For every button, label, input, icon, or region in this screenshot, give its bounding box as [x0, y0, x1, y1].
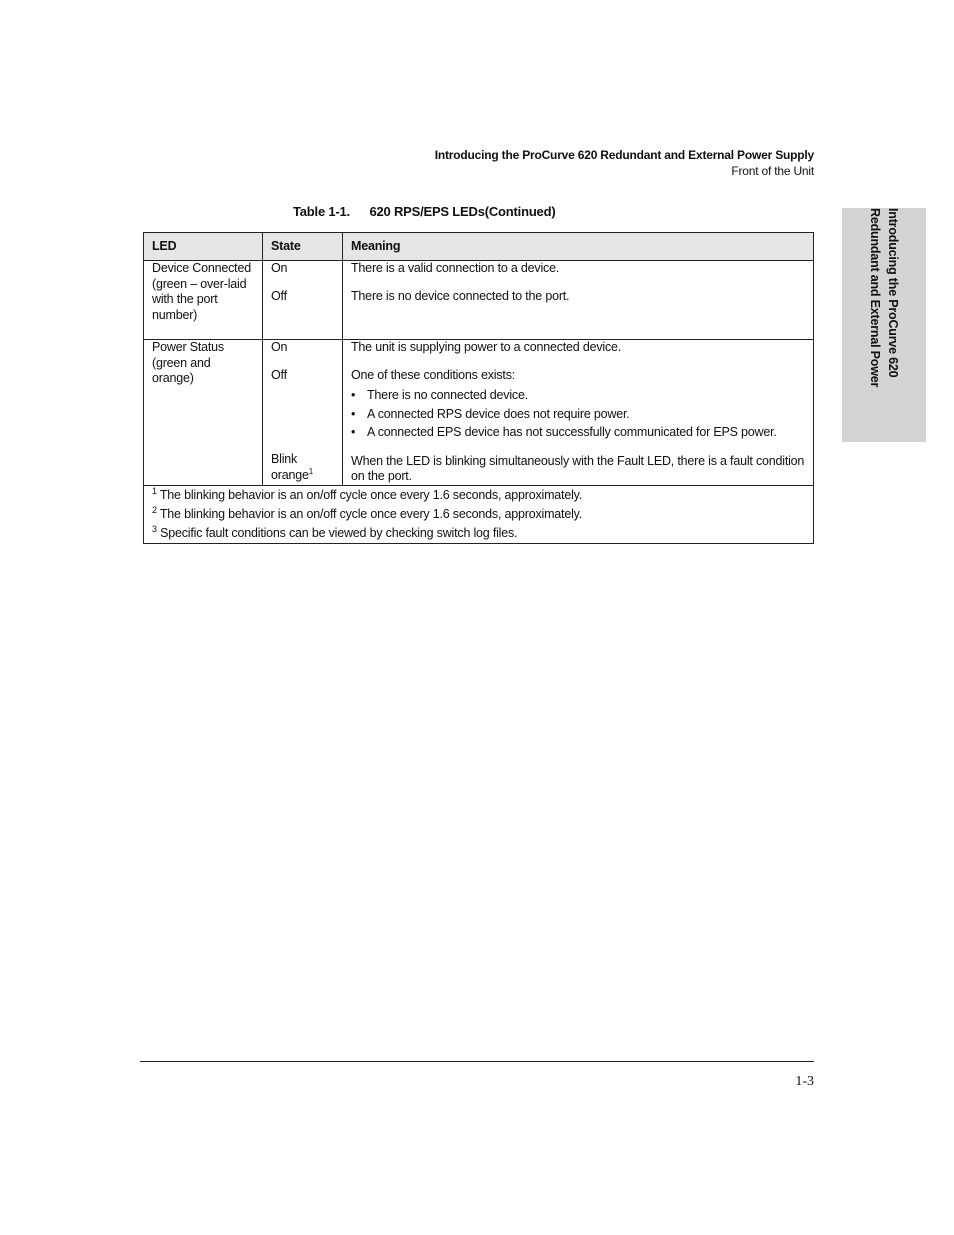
- footnotes-cell: [144, 485, 814, 543]
- state-on: On: [271, 261, 288, 275]
- led-cell: [144, 340, 263, 486]
- footnote-mark: 2: [152, 504, 157, 515]
- footnote-1: [152, 486, 805, 505]
- footnote-text: Specific fault conditions can be viewed by checking switch log files.: [160, 525, 518, 540]
- footnote-3: [152, 524, 805, 543]
- led-cell: [144, 261, 263, 340]
- table-header-row: [144, 233, 814, 261]
- state-cell: [263, 340, 343, 486]
- led-name: Device Connected (green – over-laid with the port number): [152, 261, 251, 322]
- chapter-side-tab-label: [866, 208, 902, 442]
- running-head: [435, 147, 814, 179]
- side-tab-line-1: Introducing the ProCurve 620: [886, 208, 900, 378]
- table-caption-number: Table 1-1.: [293, 204, 351, 219]
- state-off: Off: [271, 288, 287, 303]
- meaning-on: There is a valid connection to a device.: [351, 261, 560, 275]
- meaning-off-intro: One of these conditions exists:: [351, 367, 516, 382]
- state-on: On: [271, 340, 288, 354]
- state-cell: [263, 261, 343, 340]
- table-row-device-connected: [144, 261, 814, 340]
- state-off: Off: [271, 367, 287, 382]
- footnote-ref: 1: [308, 466, 313, 476]
- header-state: State: [263, 233, 343, 261]
- state-blink-label: Blink orange: [271, 452, 309, 482]
- led-name: Power Status (green and orange): [152, 340, 224, 385]
- list-item: • A connected RPS device does not require power.: [351, 405, 805, 424]
- conditions-list: [351, 386, 805, 442]
- list-item: • A connected EPS device has not successfully communicated for EPS power.: [351, 423, 805, 442]
- page-number: 1-3: [795, 1074, 814, 1089]
- meaning-cell: [343, 340, 814, 486]
- footnote-text: The blinking behavior is an on/off cycle once every 1.6 seconds, approximately.: [159, 506, 583, 521]
- meaning-off: There is no device connected to the port.: [351, 288, 570, 303]
- footnote-mark: 3: [152, 523, 157, 534]
- meaning-on: The unit is supplying power to a connected device.: [351, 340, 622, 354]
- meaning-cell: [343, 261, 814, 340]
- footnote-2: [152, 505, 805, 524]
- chapter-side-tab: [842, 208, 926, 442]
- footer-rule: [140, 1061, 814, 1062]
- table-caption: [293, 204, 555, 219]
- header-led: LED: [144, 233, 263, 261]
- state-blink: [271, 452, 334, 483]
- table-row-power-status: [144, 340, 814, 486]
- footnote-text: The blinking behavior is an on/off cycle once every 1.6 seconds, approximately.: [159, 487, 583, 502]
- footnote-mark: 1: [152, 485, 157, 496]
- header-meaning: Meaning: [343, 233, 814, 261]
- running-head-title: Introducing the ProCurve 620 Redundant and External Power Supply: [434, 148, 814, 162]
- table-caption-title: 620 RPS/EPS LEDs(Continued): [369, 204, 556, 219]
- running-head-subtitle: Front of the Unit: [731, 164, 814, 178]
- list-item: • There is no connected device.: [351, 386, 805, 405]
- table-footnotes-row: [144, 485, 814, 543]
- side-tab-line-2: Redundant and External Power: [868, 208, 882, 388]
- meaning-blink: When the LED is blinking simultaneously with the Fault LED, there is a fault condition on the port.: [351, 453, 805, 483]
- led-table: [143, 232, 814, 544]
